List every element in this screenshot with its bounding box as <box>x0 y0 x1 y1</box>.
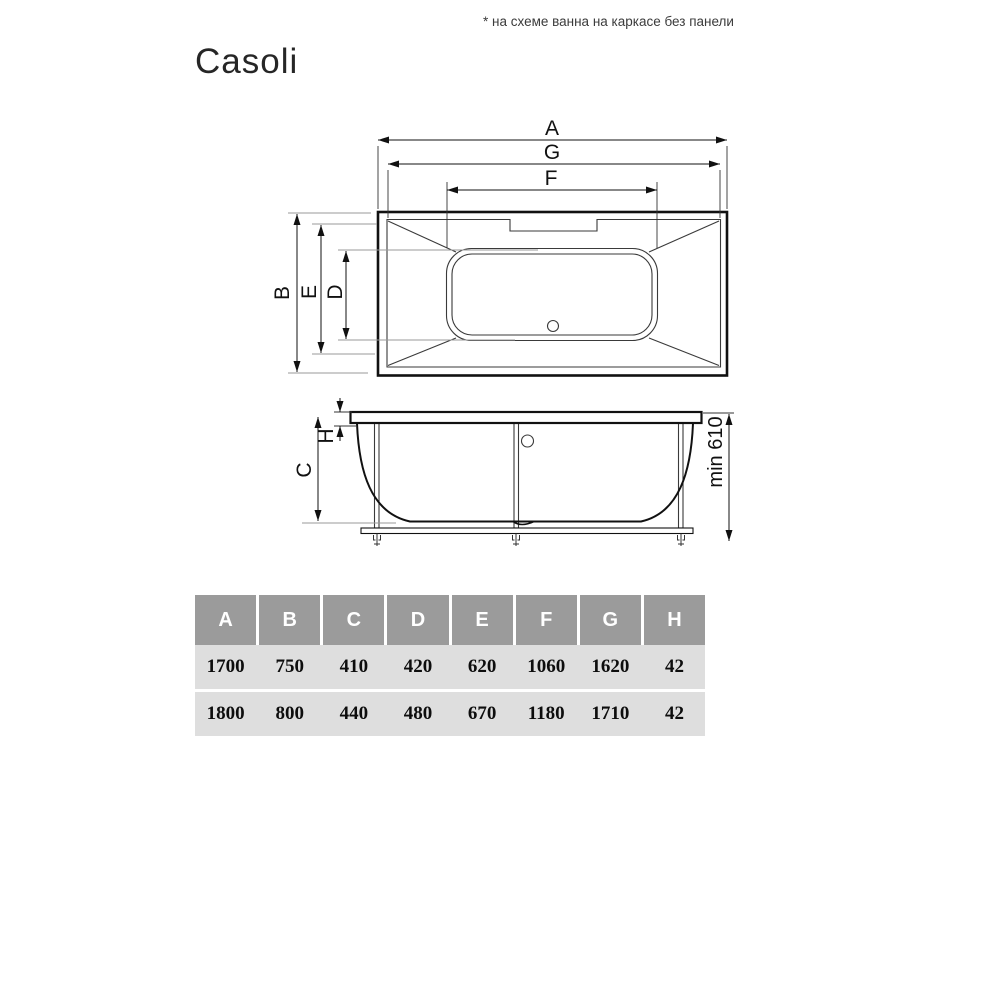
table-cell: 480 <box>403 703 433 724</box>
dim-label-A: A <box>544 117 560 140</box>
top-view <box>378 212 727 376</box>
table-cell: 750 <box>275 656 304 677</box>
table-cell: 420 <box>403 656 433 677</box>
table-header-cell: G <box>580 595 641 645</box>
dim-label-B: B <box>271 285 294 301</box>
table-cell: 620 <box>467 656 497 677</box>
table-cell: 42 <box>664 656 684 677</box>
table-cell: 1700 <box>206 656 245 677</box>
table-cell: 1710 <box>591 703 630 724</box>
table-cell: 440 <box>339 703 369 724</box>
bottom-rail <box>361 528 693 534</box>
table-header-cell: H <box>644 595 705 645</box>
table-cell: 800 <box>275 703 304 724</box>
table-cell: 670 <box>467 703 497 724</box>
table-header-cell: E <box>452 595 513 645</box>
dim-label-E: E <box>298 284 321 300</box>
rim-bar <box>351 412 702 423</box>
table-row <box>195 645 705 689</box>
dim-label-D: D <box>324 284 347 300</box>
table-row <box>195 692 705 736</box>
page-title: Casoli <box>195 42 299 81</box>
frame-legs <box>375 423 684 528</box>
dim-label-G: G <box>543 141 561 164</box>
adjustable-feet <box>374 534 685 547</box>
tub-outer-rect <box>378 212 727 376</box>
table-cell: 1060 <box>527 656 566 677</box>
table-cell: 410 <box>339 656 369 677</box>
dim-label-H: H <box>315 428 338 444</box>
tub-profile <box>357 424 693 522</box>
table-cell: 1800 <box>206 703 245 724</box>
table-header-cell: D <box>387 595 448 645</box>
table-header-cell: C <box>323 595 384 645</box>
table-header-cell: B <box>259 595 320 645</box>
dim-label-min-height: min 610 <box>705 416 727 488</box>
dim-label-F: F <box>544 167 558 190</box>
side-view <box>351 412 702 546</box>
table-header-row <box>195 595 705 645</box>
dim-label-C: C <box>293 462 316 478</box>
table-header-cell: F <box>516 595 577 645</box>
table-cell: 1180 <box>527 703 565 724</box>
table-cell: 1620 <box>591 656 630 677</box>
footnote: * на схеме ванна на каркасе без панели <box>483 14 734 29</box>
dimensions-table <box>195 595 705 739</box>
overflow-hole <box>522 435 534 447</box>
table-cell: 42 <box>664 703 684 724</box>
table-header-cell: A <box>195 595 256 645</box>
